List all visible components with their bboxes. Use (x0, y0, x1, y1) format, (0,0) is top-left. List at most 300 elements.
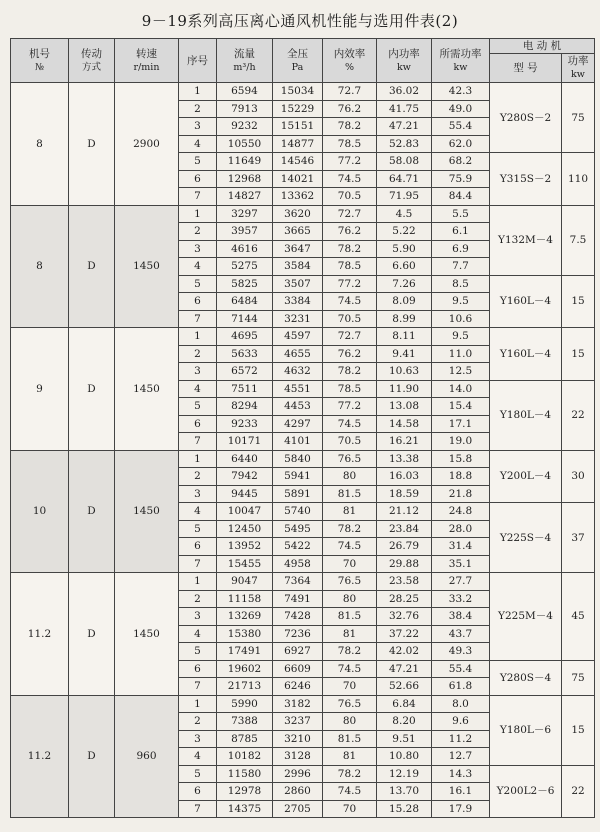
cell-flow: 5633 (217, 345, 273, 363)
cell-seq: 7 (179, 310, 217, 328)
cell-efficiency: 78.5 (323, 380, 377, 398)
cell-flow: 5990 (217, 695, 273, 713)
cell-required-power: 35.1 (432, 555, 490, 573)
cell-required-power: 9.6 (432, 713, 490, 731)
cell-pressure: 4101 (273, 433, 323, 451)
cell-internal-power: 6.60 (377, 258, 432, 276)
header-efficiency: 内效率 % (323, 39, 377, 83)
cell-efficiency: 80 (323, 468, 377, 486)
cell-efficiency: 76.2 (323, 223, 377, 241)
motor-power: 22 (562, 380, 595, 450)
motor-power: 110 (562, 153, 595, 206)
cell-required-power: 21.8 (432, 485, 490, 503)
cell-internal-power: 16.21 (377, 433, 432, 451)
cell-flow: 5825 (217, 275, 273, 293)
cell-flow: 14375 (217, 800, 273, 818)
cell-efficiency: 80 (323, 590, 377, 608)
cell-required-power: 28.0 (432, 520, 490, 538)
motor-model: Y132M－4 (490, 205, 562, 275)
cell-flow: 8785 (217, 730, 273, 748)
header-flow: 流量 m³/h (217, 39, 273, 83)
table-row (11, 450, 595, 468)
cell-pressure: 7236 (273, 625, 323, 643)
cell-efficiency: 74.5 (323, 293, 377, 311)
header-motor: 电 动 机 (490, 39, 595, 54)
cell-seq: 5 (179, 643, 217, 661)
cell-required-power: 31.4 (432, 538, 490, 556)
group-speed: 1450 (115, 450, 179, 573)
cell-internal-power: 10.63 (377, 363, 432, 381)
cell-efficiency: 81.5 (323, 730, 377, 748)
cell-internal-power: 36.02 (377, 83, 432, 101)
cell-internal-power: 7.26 (377, 275, 432, 293)
group-machine-no: 8 (11, 83, 69, 206)
cell-flow: 10182 (217, 748, 273, 766)
cell-pressure: 3665 (273, 223, 323, 241)
cell-flow: 21713 (217, 678, 273, 696)
cell-pressure: 3182 (273, 695, 323, 713)
cell-internal-power: 12.19 (377, 765, 432, 783)
cell-pressure: 4655 (273, 345, 323, 363)
cell-flow: 6572 (217, 363, 273, 381)
cell-internal-power: 14.58 (377, 415, 432, 433)
table-header (11, 39, 595, 83)
motor-model: Y160L－4 (490, 275, 562, 328)
cell-efficiency: 77.2 (323, 275, 377, 293)
cell-internal-power: 8.09 (377, 293, 432, 311)
cell-internal-power: 8.11 (377, 328, 432, 346)
cell-internal-power: 47.21 (377, 118, 432, 136)
group-machine-no: 8 (11, 205, 69, 328)
cell-required-power: 12.7 (432, 748, 490, 766)
cell-pressure: 3620 (273, 205, 323, 223)
cell-required-power: 10.6 (432, 310, 490, 328)
cell-required-power: 11.2 (432, 730, 490, 748)
cell-efficiency: 76.2 (323, 100, 377, 118)
cell-internal-power: 4.5 (377, 205, 432, 223)
cell-flow: 17491 (217, 643, 273, 661)
table-body (11, 83, 595, 818)
cell-required-power: 68.2 (432, 153, 490, 171)
cell-flow: 11649 (217, 153, 273, 171)
cell-flow: 3297 (217, 205, 273, 223)
cell-internal-power: 37.22 (377, 625, 432, 643)
cell-pressure: 15229 (273, 100, 323, 118)
cell-pressure: 4632 (273, 363, 323, 381)
motor-model: Y280S－2 (490, 83, 562, 153)
cell-internal-power: 15.28 (377, 800, 432, 818)
cell-pressure: 4297 (273, 415, 323, 433)
cell-flow: 12968 (217, 170, 273, 188)
table-row (11, 695, 595, 713)
cell-required-power: 15.4 (432, 398, 490, 416)
cell-internal-power: 13.08 (377, 398, 432, 416)
motor-power: 30 (562, 450, 595, 503)
cell-seq: 3 (179, 240, 217, 258)
cell-required-power: 55.4 (432, 118, 490, 136)
motor-model: Y180L－6 (490, 695, 562, 765)
cell-flow: 11580 (217, 765, 273, 783)
cell-seq: 7 (179, 188, 217, 206)
cell-seq: 6 (179, 415, 217, 433)
cell-flow: 6484 (217, 293, 273, 311)
cell-required-power: 15.8 (432, 450, 490, 468)
cell-efficiency: 78.2 (323, 240, 377, 258)
cell-required-power: 75.9 (432, 170, 490, 188)
group-drive: D (69, 83, 115, 206)
motor-power: 15 (562, 695, 595, 765)
cell-seq: 6 (179, 783, 217, 801)
cell-internal-power: 18.59 (377, 485, 432, 503)
cell-flow: 4616 (217, 240, 273, 258)
cell-seq: 7 (179, 800, 217, 818)
cell-flow: 12450 (217, 520, 273, 538)
cell-pressure: 7491 (273, 590, 323, 608)
cell-pressure: 15034 (273, 83, 323, 101)
cell-flow: 13952 (217, 538, 273, 556)
cell-seq: 6 (179, 293, 217, 311)
cell-required-power: 12.5 (432, 363, 490, 381)
cell-pressure: 4958 (273, 555, 323, 573)
cell-seq: 3 (179, 485, 217, 503)
cell-pressure: 5495 (273, 520, 323, 538)
cell-pressure: 3647 (273, 240, 323, 258)
cell-flow: 11158 (217, 590, 273, 608)
group-drive: D (69, 328, 115, 451)
cell-seq: 5 (179, 520, 217, 538)
header-pressure: 全压 Pa (273, 39, 323, 83)
motor-model: Y200L－4 (490, 450, 562, 503)
cell-internal-power: 6.84 (377, 695, 432, 713)
cell-seq: 5 (179, 765, 217, 783)
group-drive: D (69, 205, 115, 328)
cell-internal-power: 26.79 (377, 538, 432, 556)
cell-efficiency: 78.5 (323, 258, 377, 276)
group-machine-no: 10 (11, 450, 69, 573)
cell-internal-power: 58.08 (377, 153, 432, 171)
motor-model: Y280S－4 (490, 660, 562, 695)
cell-efficiency: 80 (323, 713, 377, 731)
cell-flow: 15455 (217, 555, 273, 573)
cell-efficiency: 81.5 (323, 608, 377, 626)
cell-pressure: 5941 (273, 468, 323, 486)
motor-model: Y160L－4 (490, 328, 562, 381)
cell-efficiency: 76.5 (323, 573, 377, 591)
cell-pressure: 3237 (273, 713, 323, 731)
cell-required-power: 11.0 (432, 345, 490, 363)
cell-internal-power: 9.41 (377, 345, 432, 363)
cell-required-power: 49.0 (432, 100, 490, 118)
cell-required-power: 61.8 (432, 678, 490, 696)
cell-pressure: 6927 (273, 643, 323, 661)
cell-required-power: 14.0 (432, 380, 490, 398)
cell-flow: 14827 (217, 188, 273, 206)
cell-flow: 15380 (217, 625, 273, 643)
cell-seq: 6 (179, 170, 217, 188)
cell-efficiency: 70.5 (323, 188, 377, 206)
cell-seq: 7 (179, 555, 217, 573)
cell-efficiency: 76.5 (323, 695, 377, 713)
cell-required-power: 9.5 (432, 293, 490, 311)
cell-pressure: 13362 (273, 188, 323, 206)
cell-required-power: 18.8 (432, 468, 490, 486)
cell-pressure: 6609 (273, 660, 323, 678)
cell-seq: 5 (179, 275, 217, 293)
cell-efficiency: 78.2 (323, 765, 377, 783)
cell-internal-power: 42.02 (377, 643, 432, 661)
header-required-power: 所需功率 kw (432, 39, 490, 83)
cell-required-power: 55.4 (432, 660, 490, 678)
cell-pressure: 5422 (273, 538, 323, 556)
cell-seq: 1 (179, 450, 217, 468)
cell-seq: 3 (179, 118, 217, 136)
cell-seq: 3 (179, 363, 217, 381)
cell-required-power: 27.7 (432, 573, 490, 591)
header-speed: 转速 r/min (115, 39, 179, 83)
cell-seq: 5 (179, 153, 217, 171)
cell-flow: 13269 (217, 608, 273, 626)
cell-efficiency: 74.5 (323, 415, 377, 433)
cell-efficiency: 72.7 (323, 328, 377, 346)
cell-internal-power: 28.25 (377, 590, 432, 608)
cell-flow: 9047 (217, 573, 273, 591)
cell-pressure: 3210 (273, 730, 323, 748)
group-drive: D (69, 695, 115, 818)
cell-required-power: 49.3 (432, 643, 490, 661)
cell-pressure: 3507 (273, 275, 323, 293)
cell-pressure: 3128 (273, 748, 323, 766)
cell-efficiency: 76.2 (323, 345, 377, 363)
cell-internal-power: 41.75 (377, 100, 432, 118)
cell-required-power: 9.5 (432, 328, 490, 346)
cell-required-power: 16.1 (432, 783, 490, 801)
motor-power: 15 (562, 275, 595, 328)
cell-flow: 10550 (217, 135, 273, 153)
table-row (11, 328, 595, 346)
cell-flow: 9233 (217, 415, 273, 433)
cell-internal-power: 32.76 (377, 608, 432, 626)
cell-efficiency: 74.5 (323, 660, 377, 678)
cell-internal-power: 10.80 (377, 748, 432, 766)
motor-power: 75 (562, 83, 595, 153)
cell-seq: 2 (179, 590, 217, 608)
cell-flow: 5275 (217, 258, 273, 276)
cell-efficiency: 70 (323, 678, 377, 696)
cell-internal-power: 8.20 (377, 713, 432, 731)
cell-efficiency: 77.2 (323, 398, 377, 416)
cell-required-power: 5.5 (432, 205, 490, 223)
cell-pressure: 4597 (273, 328, 323, 346)
table-row (11, 83, 595, 101)
cell-internal-power: 52.83 (377, 135, 432, 153)
cell-flow: 8294 (217, 398, 273, 416)
motor-power: 45 (562, 573, 595, 661)
cell-internal-power: 8.99 (377, 310, 432, 328)
cell-internal-power: 11.90 (377, 380, 432, 398)
cell-seq: 4 (179, 135, 217, 153)
cell-internal-power: 64.71 (377, 170, 432, 188)
header-machine-no: 机号 № (11, 39, 69, 83)
cell-efficiency: 81 (323, 748, 377, 766)
cell-seq: 4 (179, 380, 217, 398)
cell-efficiency: 70.5 (323, 310, 377, 328)
cell-efficiency: 81 (323, 503, 377, 521)
cell-seq: 1 (179, 573, 217, 591)
cell-flow: 9232 (217, 118, 273, 136)
cell-seq: 3 (179, 730, 217, 748)
cell-efficiency: 70 (323, 800, 377, 818)
cell-required-power: 33.2 (432, 590, 490, 608)
cell-pressure: 5840 (273, 450, 323, 468)
cell-efficiency: 77.2 (323, 153, 377, 171)
cell-efficiency: 72.7 (323, 205, 377, 223)
cell-required-power: 17.9 (432, 800, 490, 818)
cell-flow: 7388 (217, 713, 273, 731)
header-internal-power: 内功率 kw (377, 39, 432, 83)
cell-flow: 6440 (217, 450, 273, 468)
cell-seq: 2 (179, 345, 217, 363)
cell-internal-power: 29.88 (377, 555, 432, 573)
cell-seq: 2 (179, 223, 217, 241)
header-motor-model: 型 号 (490, 54, 562, 83)
cell-required-power: 19.0 (432, 433, 490, 451)
cell-internal-power: 5.22 (377, 223, 432, 241)
cell-pressure: 14021 (273, 170, 323, 188)
cell-required-power: 38.4 (432, 608, 490, 626)
cell-internal-power: 47.21 (377, 660, 432, 678)
cell-required-power: 42.3 (432, 83, 490, 101)
group-speed: 1450 (115, 573, 179, 696)
cell-seq: 7 (179, 678, 217, 696)
cell-flow: 10171 (217, 433, 273, 451)
cell-seq: 1 (179, 695, 217, 713)
group-speed: 2900 (115, 83, 179, 206)
cell-pressure: 2996 (273, 765, 323, 783)
cell-seq: 6 (179, 538, 217, 556)
cell-efficiency: 74.5 (323, 538, 377, 556)
header-motor-power: 功率 kw (562, 54, 595, 83)
cell-required-power: 6.1 (432, 223, 490, 241)
cell-internal-power: 52.66 (377, 678, 432, 696)
cell-pressure: 3231 (273, 310, 323, 328)
cell-seq: 1 (179, 328, 217, 346)
cell-internal-power: 9.51 (377, 730, 432, 748)
cell-pressure: 3384 (273, 293, 323, 311)
performance-table (10, 38, 595, 818)
motor-model: Y200L2－6 (490, 765, 562, 818)
cell-seq: 2 (179, 468, 217, 486)
cell-seq: 5 (179, 398, 217, 416)
cell-seq: 4 (179, 625, 217, 643)
cell-seq: 4 (179, 503, 217, 521)
cell-pressure: 5740 (273, 503, 323, 521)
cell-efficiency: 81 (323, 625, 377, 643)
cell-pressure: 4453 (273, 398, 323, 416)
cell-flow: 9445 (217, 485, 273, 503)
cell-required-power: 24.8 (432, 503, 490, 521)
group-speed: 1450 (115, 328, 179, 451)
motor-model: Y225S－4 (490, 503, 562, 573)
page-title: 9－19系列高压离心通风机性能与选用件表(2) (141, 12, 459, 30)
cell-flow: 7144 (217, 310, 273, 328)
group-speed: 960 (115, 695, 179, 818)
cell-efficiency: 74.5 (323, 783, 377, 801)
cell-seq: 2 (179, 713, 217, 731)
cell-pressure: 14546 (273, 153, 323, 171)
cell-required-power: 84.4 (432, 188, 490, 206)
group-machine-no: 11.2 (11, 573, 69, 696)
cell-pressure: 5891 (273, 485, 323, 503)
cell-required-power: 7.7 (432, 258, 490, 276)
header-seq: 序号 (179, 39, 217, 83)
cell-required-power: 8.5 (432, 275, 490, 293)
table-row (11, 205, 595, 223)
group-drive: D (69, 573, 115, 696)
cell-efficiency: 78.5 (323, 135, 377, 153)
cell-efficiency: 70 (323, 555, 377, 573)
cell-pressure: 2705 (273, 800, 323, 818)
cell-internal-power: 13.38 (377, 450, 432, 468)
cell-seq: 4 (179, 258, 217, 276)
cell-pressure: 2860 (273, 783, 323, 801)
cell-efficiency: 74.5 (323, 170, 377, 188)
header-drive: 传动 方式 (69, 39, 115, 83)
cell-efficiency: 78.2 (323, 520, 377, 538)
cell-seq: 4 (179, 748, 217, 766)
motor-model: Y315S－2 (490, 153, 562, 206)
cell-flow: 7942 (217, 468, 273, 486)
group-machine-no: 9 (11, 328, 69, 451)
cell-flow: 12978 (217, 783, 273, 801)
cell-flow: 19602 (217, 660, 273, 678)
cell-seq: 7 (179, 433, 217, 451)
motor-power: 75 (562, 660, 595, 695)
group-drive: D (69, 450, 115, 573)
cell-seq: 1 (179, 205, 217, 223)
cell-internal-power: 16.03 (377, 468, 432, 486)
cell-seq: 1 (179, 83, 217, 101)
table-row (11, 573, 595, 591)
cell-efficiency: 72.7 (323, 83, 377, 101)
cell-seq: 3 (179, 608, 217, 626)
cell-pressure: 3584 (273, 258, 323, 276)
cell-flow: 10047 (217, 503, 273, 521)
cell-required-power: 43.7 (432, 625, 490, 643)
cell-pressure: 14877 (273, 135, 323, 153)
cell-internal-power: 71.95 (377, 188, 432, 206)
cell-internal-power: 23.84 (377, 520, 432, 538)
motor-model: Y225M－4 (490, 573, 562, 661)
motor-power: 22 (562, 765, 595, 818)
cell-required-power: 17.1 (432, 415, 490, 433)
cell-internal-power: 21.12 (377, 503, 432, 521)
cell-seq: 2 (179, 100, 217, 118)
cell-required-power: 6.9 (432, 240, 490, 258)
group-speed: 1450 (115, 205, 179, 328)
cell-flow: 7913 (217, 100, 273, 118)
cell-efficiency: 78.2 (323, 363, 377, 381)
cell-flow: 3957 (217, 223, 273, 241)
cell-efficiency: 78.2 (323, 118, 377, 136)
cell-internal-power: 23.58 (377, 573, 432, 591)
cell-efficiency: 81.5 (323, 485, 377, 503)
group-machine-no: 11.2 (11, 695, 69, 818)
motor-power: 15 (562, 328, 595, 381)
cell-pressure: 6246 (273, 678, 323, 696)
cell-required-power: 8.0 (432, 695, 490, 713)
cell-pressure: 7364 (273, 573, 323, 591)
motor-power: 7.5 (562, 205, 595, 275)
